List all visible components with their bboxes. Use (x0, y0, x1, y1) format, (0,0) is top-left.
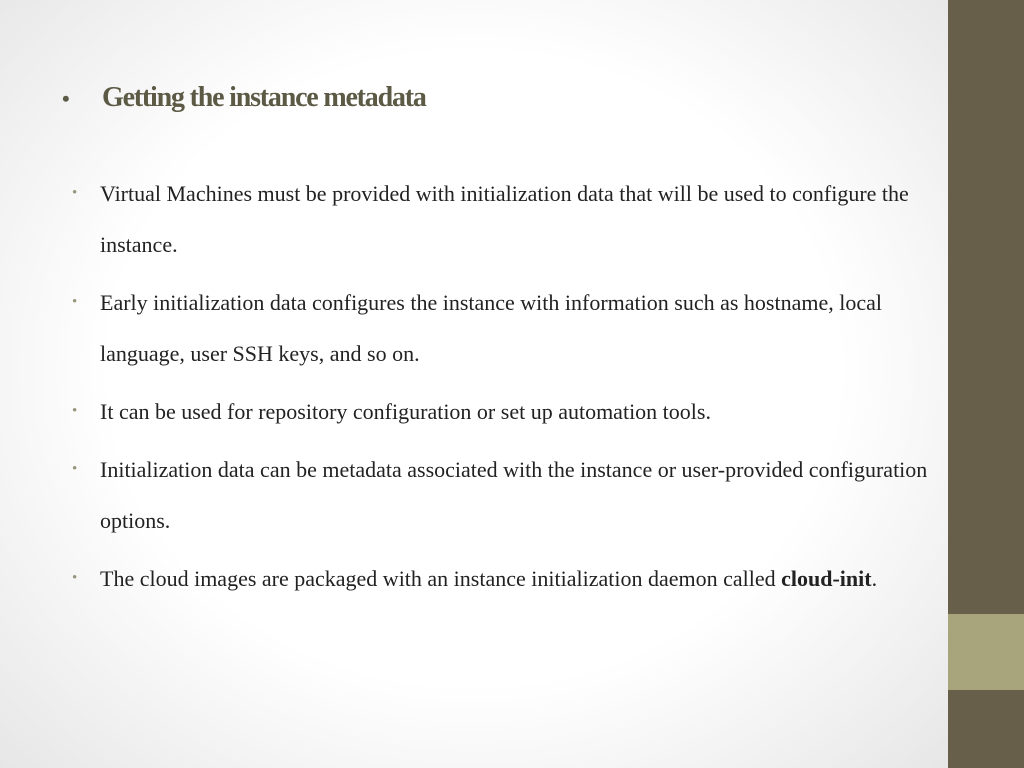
bullet-dot-icon: • (72, 570, 78, 586)
bullet-item (72, 553, 932, 604)
bullet-text-before: The cloud images are packaged with an instance initialization daemon called (100, 566, 782, 591)
bullet-text: It can be used for repository configuration or set up automation tools. (100, 399, 711, 424)
bullet-dot-icon: • (72, 403, 78, 419)
bullet-text: Initialization data can be metadata associated with the instance or user-provided configuration options. (100, 457, 928, 533)
side-accent-block (948, 614, 1024, 690)
bullet-dot-icon: • (72, 185, 78, 201)
heading-bullet-icon: • (62, 86, 70, 111)
bullet-list (72, 168, 932, 611)
bullet-item (72, 168, 932, 270)
bullet-item (72, 444, 932, 546)
bullet-item (72, 277, 932, 379)
heading-text: Getting the instance metadata (102, 82, 426, 113)
bullet-item (72, 386, 932, 437)
bullet-text: Virtual Machines must be provided with initialization data that will be used to configure the instance. (100, 181, 909, 257)
bullet-dot-icon: • (72, 294, 78, 310)
slide-heading (62, 80, 426, 117)
bullet-text-after: . (871, 566, 878, 591)
bullet-dot-icon: • (72, 461, 78, 477)
bullet-text: Early initialization data configures the instance with information such as hostname, local language, user SSH keys, and so on. (100, 290, 882, 366)
cloud-init-term: cloud-init (781, 566, 872, 591)
